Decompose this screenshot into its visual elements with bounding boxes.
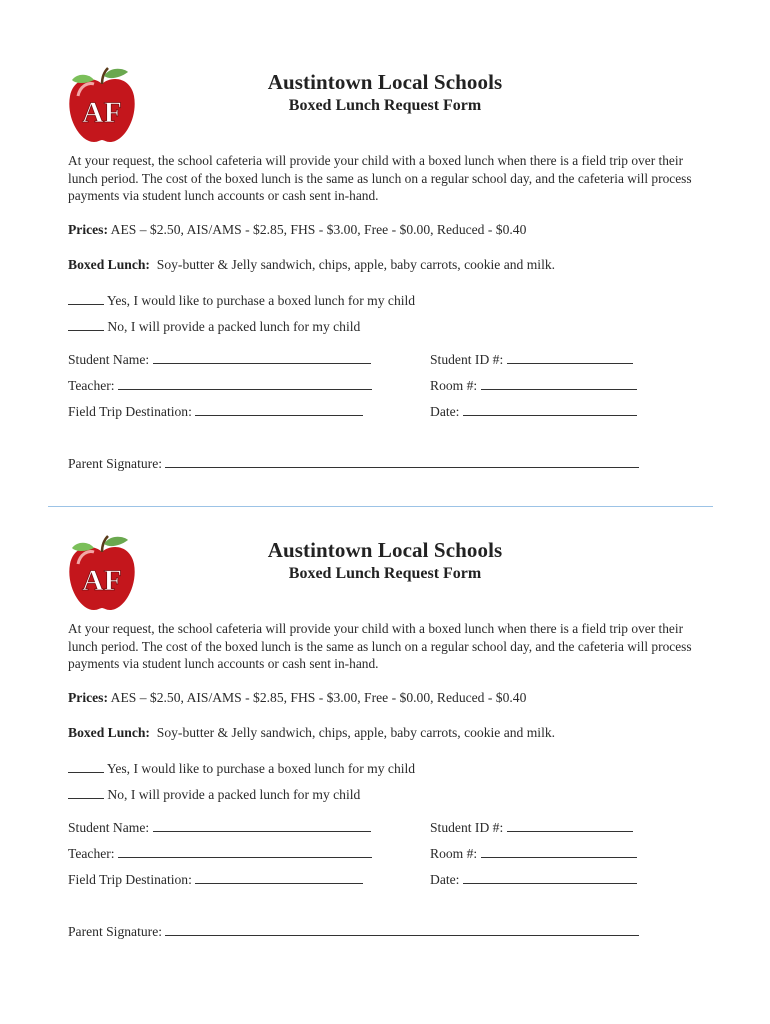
logo-text: AF [82,96,122,129]
student-id-field [430,819,633,836]
signature-field [68,923,639,940]
option-yes-blank[interactable] [68,292,104,305]
prices-line [68,690,526,706]
destination-input[interactable] [195,403,363,416]
boxed-lunch-line [68,257,555,273]
signature-input[interactable] [165,455,639,468]
prices-text: AES – $2.50, AIS/AMS - $2.85, FHS - $3.00, Free - $0.00, Reduced - $0.40 [110,690,527,705]
teacher-input[interactable] [118,845,372,858]
date-label: Date: [430,872,460,887]
signature-label: Parent Signature: [68,456,163,471]
prices-text: AES – $2.50, AIS/AMS - $2.85, FHS - $3.00, Free - $0.00, Reduced - $0.40 [110,222,527,237]
student-id-field [430,351,633,368]
form-title: Boxed Lunch Request Form [288,565,482,582]
option-no-label: No, I will provide a packed lunch for my child [107,319,361,334]
option-yes-label: Yes, I would like to purchase a boxed lunch for my child [106,761,416,776]
option-no-blank[interactable] [68,318,104,331]
intro-paragraph: At your request, the school cafeteria will provide your child with a boxed lunch when there is a field trip over their lunch period. The cost of the boxed lunch is the same as lunch on a regular school day, and the cafeteria will process payments via student lunch accounts or cash sent in-hand. [68,621,692,672]
date-input[interactable] [463,871,637,884]
teacher-label: Teacher: [68,378,115,393]
signature-input[interactable] [165,923,639,936]
prices-label: Prices: [68,222,108,237]
room-field [430,377,637,394]
request-form-1 [0,0,770,490]
date-input[interactable] [463,403,637,416]
date-label: Date: [430,404,460,419]
teacher-label: Teacher: [68,846,115,861]
request-form-2 [0,468,770,958]
student-id-input[interactable] [507,819,633,832]
room-input[interactable] [481,845,637,858]
student-id-input[interactable] [507,351,633,364]
destination-input[interactable] [195,871,363,884]
room-field [430,845,637,862]
option-no-label: No, I will provide a packed lunch for my child [107,787,361,802]
option-yes [68,760,415,777]
option-no [68,318,360,335]
option-yes-blank[interactable] [68,760,104,773]
room-label: Room #: [430,378,478,393]
teacher-input[interactable] [118,377,372,390]
boxed-lunch-text: Soy-butter & Jelly sandwich, chips, apple, baby carrots, cookie and milk. [156,725,556,740]
option-no [68,786,360,803]
destination-label: Field Trip Destination: [68,404,192,419]
boxed-lunch-line [68,725,555,741]
student-name-label: Student Name: [68,352,150,367]
student-name-label: Student Name: [68,820,150,835]
form-title: Boxed Lunch Request Form [288,97,482,114]
destination-field [68,403,363,420]
boxed-lunch-label: Boxed Lunch: [68,257,150,272]
signature-label: Parent Signature: [68,924,163,939]
date-field [430,403,637,420]
student-name-input[interactable] [153,351,371,364]
option-yes-label: Yes, I would like to purchase a boxed lunch for my child [106,293,416,308]
student-name-field [68,819,371,836]
room-label: Room #: [430,846,478,861]
teacher-field [68,377,372,394]
boxed-lunch-label: Boxed Lunch: [68,725,150,740]
student-name-input[interactable] [153,819,371,832]
student-name-field [68,351,371,368]
student-id-label: Student ID #: [430,352,504,367]
prices-label: Prices: [68,690,108,705]
intro-paragraph: At your request, the school cafeteria will provide your child with a boxed lunch when there is a field trip over their lunch period. The cost of the boxed lunch is the same as lunch on a regular school day, and the cafeteria will process payments via student lunch accounts or cash sent in-hand. [68,153,692,204]
option-no-blank[interactable] [68,786,104,799]
logo-text: AF [82,564,122,597]
option-yes [68,292,415,309]
student-id-label: Student ID #: [430,820,504,835]
date-field [430,871,637,888]
boxed-lunch-text: Soy-butter & Jelly sandwich, chips, apple, baby carrots, cookie and milk. [156,257,556,272]
school-title: Austintown Local Schools [267,538,503,562]
teacher-field [68,845,372,862]
destination-field [68,871,363,888]
room-input[interactable] [481,377,637,390]
school-title: Austintown Local Schools [267,70,503,94]
destination-label: Field Trip Destination: [68,872,192,887]
prices-line [68,222,526,238]
